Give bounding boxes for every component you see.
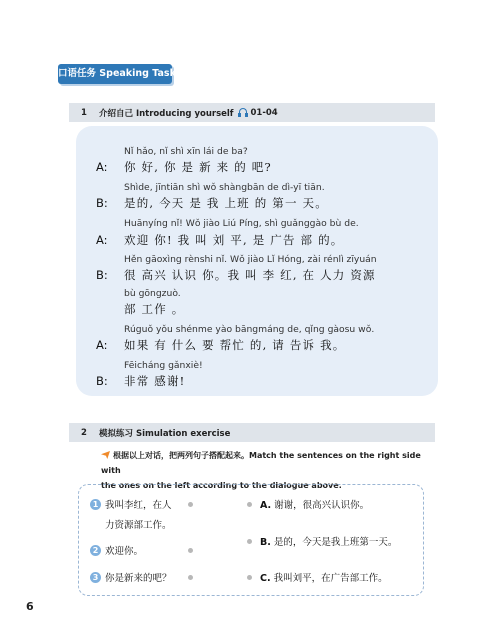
match-dot-right-c[interactable] bbox=[247, 575, 252, 580]
section-number: 2 bbox=[81, 427, 87, 438]
pinyin-line: Rúguǒ yǒu shénme yào bāngmáng de, qǐng gàosu wǒ. bbox=[124, 324, 375, 335]
option-letter: B. bbox=[260, 537, 271, 548]
item-text: 你是新来的吧？ bbox=[105, 573, 172, 584]
match-dot-left-3[interactable] bbox=[188, 575, 193, 580]
right-item-b bbox=[260, 534, 397, 548]
speaker-label: B: bbox=[96, 374, 108, 388]
pinyin-line: Shìde, jīntiān shì wǒ shàngbān de dì-yī tiān. bbox=[124, 182, 325, 193]
section-number: 1 bbox=[81, 107, 87, 118]
speaker-label: A: bbox=[96, 233, 108, 247]
item-text-continued: 力资源部工作。 bbox=[105, 520, 172, 531]
hanzi-line: 欢迎 你! 我 叫 刘 平, 是 广告 部 的。 bbox=[124, 233, 344, 247]
section-title: 模拟练习 Simulation exercise bbox=[99, 428, 231, 439]
speaker-label: A: bbox=[96, 338, 108, 352]
section-tag: 口语任务 Speaking Tasks bbox=[58, 64, 172, 84]
option-text: 是的，今天是我上班第一天。 bbox=[273, 537, 398, 548]
section-1-header bbox=[69, 103, 435, 122]
item-number: 1 bbox=[90, 499, 101, 510]
left-item-3 bbox=[90, 570, 172, 584]
match-dot-right-b[interactable] bbox=[247, 539, 252, 544]
pinyin-line: Hěn gāoxìng rènshi nǐ. Wǒ jiào Lǐ Hóng, zài rénlì zīyuán bbox=[124, 254, 377, 265]
match-dot-left-1[interactable] bbox=[188, 502, 193, 507]
option-text: 谢谢，很高兴认识你。 bbox=[274, 500, 370, 511]
pencil-arrow-icon bbox=[101, 451, 110, 459]
speaker-label: B: bbox=[96, 196, 108, 210]
hanzi-line: 是的, 今天 是 我 上班 的 第一 天。 bbox=[124, 196, 328, 210]
option-text: 我叫刘平，在广告部工作。 bbox=[273, 573, 388, 584]
hanzi-line: 部 工作 。 bbox=[124, 302, 185, 316]
option-letter: C. bbox=[260, 573, 271, 584]
pinyin-line: bù gōngzuò. bbox=[124, 288, 181, 299]
instruction-line-2: the ones on the left according to the dialogue above. bbox=[101, 481, 342, 490]
hanzi-line: 你 好, 你 是 新 来 的 吧? bbox=[124, 160, 272, 174]
speaker-label: A: bbox=[96, 160, 108, 174]
item-number: 2 bbox=[90, 545, 101, 556]
right-item-c bbox=[260, 570, 388, 584]
pinyin-line: Fēicháng gǎnxiè! bbox=[124, 360, 203, 371]
item-number: 3 bbox=[90, 572, 101, 583]
match-dot-right-a[interactable] bbox=[247, 502, 252, 507]
audio-track: 01-04 bbox=[250, 107, 278, 118]
option-letter: A. bbox=[260, 500, 272, 511]
left-item-1 bbox=[90, 497, 172, 511]
pinyin-line: Huānyíng nǐ! Wǒ jiào Liú Píng, shì guǎnggào bù de. bbox=[124, 218, 359, 229]
speaker-label: B: bbox=[96, 268, 108, 282]
item-text: 欢迎你。 bbox=[105, 546, 144, 557]
hanzi-line: 非常 感谢! bbox=[124, 374, 186, 388]
headphone-icon[interactable] bbox=[238, 108, 248, 117]
hanzi-line: 如果 有 什么 要 帮忙 的, 请 告诉 我。 bbox=[124, 338, 346, 352]
instruction-line-1: 根据以上对话，把两列句子搭配起来。Match the sentences on the right side with bbox=[101, 451, 421, 475]
right-item-a bbox=[260, 497, 369, 511]
pinyin-line: Nǐ hǎo, nǐ shì xīn lái de ba? bbox=[124, 146, 248, 157]
section-2-header bbox=[69, 423, 435, 442]
page-number: 6 bbox=[26, 600, 34, 613]
section-title: 介绍自己 Introducing yourself bbox=[99, 108, 234, 119]
match-dot-left-2[interactable] bbox=[188, 548, 193, 553]
item-text: 我叫李红，在人 bbox=[105, 500, 172, 511]
left-item-2 bbox=[90, 543, 143, 557]
hanzi-line: 很 高兴 认识 你。我 叫 李 红, 在 人力 资源 bbox=[124, 268, 376, 282]
